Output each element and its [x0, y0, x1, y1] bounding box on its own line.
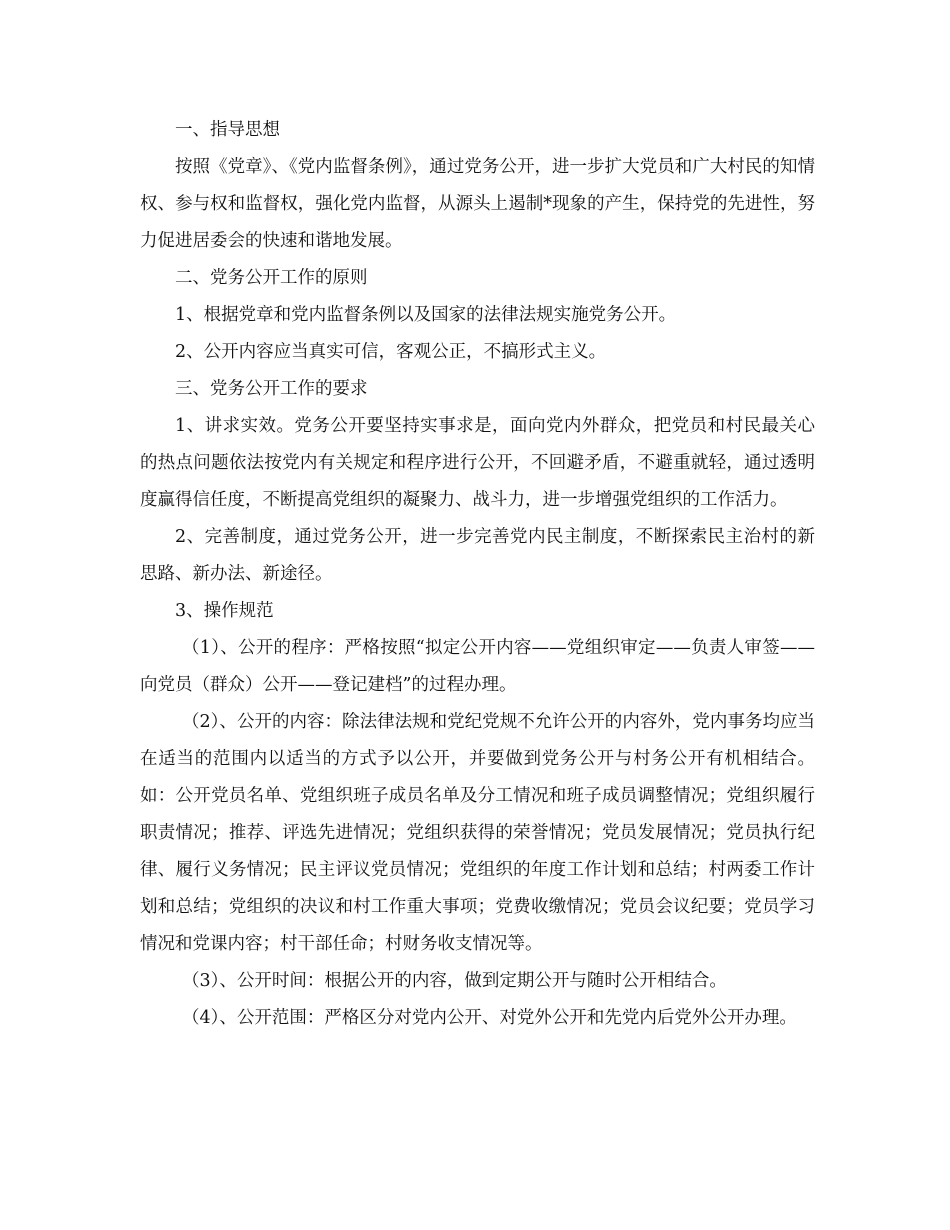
- paragraph-guiding-ideology: 按照《党章》、《党内监督条例》，通过党务公开，进一步扩大党员和广大村民的知情权、参与权和监督权，强化党内监督，从源头上遏制*现象的产生，保持党的先进性，努力促进居委会的快速和谐地发展。: [140, 157, 815, 251]
- paragraph-requirement-2: 2、完善制度，通过党务公开，进一步完善党内民主制度，不断探索民主治村的新思路、新办法、新途径。: [140, 527, 815, 584]
- document-page: [140, 112, 815, 1037]
- paragraph-principle-1: 1、根据党章和党内监督条例以及国家的法律法规实施党务公开。: [175, 305, 677, 325]
- paragraph-requirement-1: 1、讲求实效。党务公开要坚持实事求是，面向党内外群众，把党员和村民最关心的热点问题依法按党内有关规定和程序进行公开，不回避矛盾，不避重就轻，通过透明度赢得信任度，不断提高党组织的凝聚力、战斗力，进一步增强党组织的工作活力。: [140, 416, 815, 510]
- paragraph-disclosure-time: （3）、公开时间：根据公开的内容，做到定期公开与随时公开相结合。: [182, 971, 727, 991]
- section-heading-guiding-ideology: 一、指导思想: [175, 120, 280, 140]
- section-heading-principles: 二、党务公开工作的原则: [175, 268, 368, 288]
- paragraph-disclosure-procedure: （1）、公开的程序：严格按照“拟定公开内容——党组织审定——负责人审签——向党员（群众）公开——登记建档”的过程办理。: [140, 638, 815, 695]
- paragraph-disclosure-scope: （4）、公开范围：严格区分对党内公开、对党外公开和先党内后党外公开办理。: [182, 1008, 797, 1028]
- paragraph-disclosure-content: （2）、公开的内容：除法律法规和党纪党规不允许公开的内容外，党内事务均应当在适当的范围内以适当的方式予以公开，并要做到党务公开与村务公开有机相结合。如：公开党员名单、党组织班子成员名单及分工情况和班子成员调整情况；党组织履行职责情况；推荐、评选先进情况；党组织获得的荣誉情况；党员发展情况；党员执行纪律、履行义务情况；民主评议党员情况；党组织的年度工作计划和总结；村两委工作计划和总结；党组织的决议和村工作重大事项；党费收缴情况；党员会议纪要；党员学习情况和党课内容；村干部任命；村财务收支情况等。: [140, 712, 815, 954]
- subheading-operation-norms: 3、操作规范: [175, 601, 274, 621]
- paragraph-principle-2: 2、公开内容应当真实可信，客观公正，不搞形式主义。: [175, 342, 607, 362]
- section-heading-requirements: 三、党务公开工作的要求: [175, 379, 368, 399]
